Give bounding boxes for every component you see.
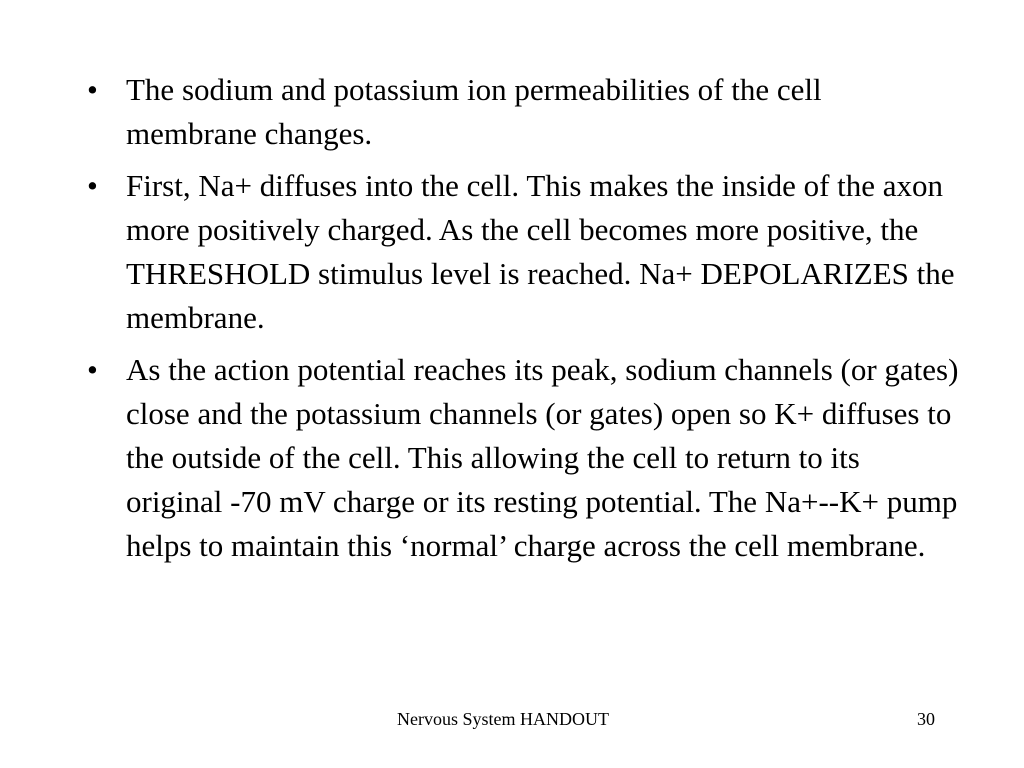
bullet-marker-icon: • xyxy=(87,72,98,107)
bullet-item-1 xyxy=(80,68,960,156)
bullet-marker-icon: • xyxy=(87,168,98,203)
bullet-list xyxy=(80,68,960,576)
bullet-text: As the action potential reaches its peak, sodium channels (or gates) close and the potassium channels (or gates) open so K+ diffuses to the outside of the cell. This allowing the cell to return to its original -70 mV charge or its resting potential. The Na+--K+ pump helps to maintain this ‘normal’ charge across the cell membrane. xyxy=(126,352,959,563)
bullet-marker-icon: • xyxy=(87,352,98,387)
bullet-text: The sodium and potassium ion permeabilities of the cell membrane changes. xyxy=(126,72,822,151)
page-number: 30 xyxy=(917,709,935,729)
bullet-text: First, Na+ diffuses into the cell. This makes the inside of the axon more positively charged. As the cell becomes more positive, the THRESHOLD stimulus level is reached. Na+ DEPOLARIZES the membrane. xyxy=(126,168,955,335)
bullet-item-3 xyxy=(80,348,960,568)
bullet-item-2 xyxy=(80,164,960,340)
footer-title: Nervous System HANDOUT xyxy=(397,709,609,729)
